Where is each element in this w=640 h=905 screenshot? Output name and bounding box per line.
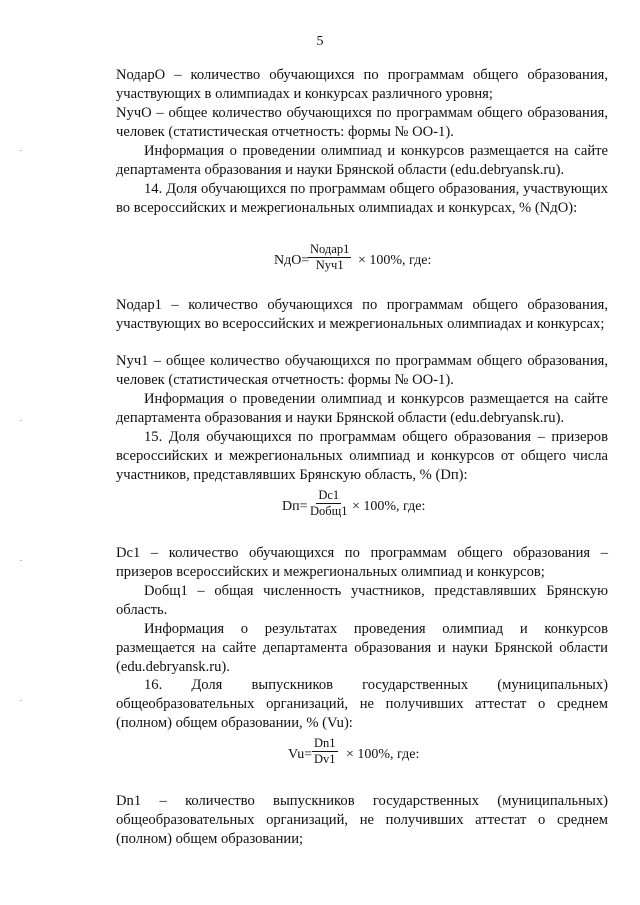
paragraph-item-16: 16. Доля выпускников государственных (муниципальных) общеобразовательных организаций, не получивших аттестат о среднем (полном) общем образовании, % (Vu): — [116, 677, 608, 731]
paragraph-dc1: Dс1 – количество обучающихся по программам общего образования – призеров всероссийских и межрегиональных олимпиад и конкурсов; — [116, 545, 608, 580]
scan-mark — [20, 420, 22, 421]
formula-vu-denominator: Dv1 — [314, 752, 336, 766]
page-number: 5 — [316, 34, 324, 49]
paragraph-dn1: Dn1 – количество выпускников государственных (муниципальных) общеобразовательных организаций, не получивших аттестат о среднем (полном) общем образовании; — [116, 793, 608, 847]
paragraph-info-3: Информация о результатах проведения олимпиад и конкурсов размещается на сайте департамента образования и науки Брянской области (edu.debryansk.ru). — [116, 621, 608, 675]
formula-ndo-denominator: Nуч1 — [315, 258, 344, 272]
paragraph-info-2: Информация о проведении олимпиад и конкурсов размещается на сайте департамента образования и науки Брянской области (edu.debryansk.ru). — [116, 391, 608, 426]
paragraph-nodar1: Nодар1 – количество обучающихся по программам общего образования, участвующих во всероссийских и межрегиональных олимпиадах и конкурсах; — [116, 297, 608, 332]
formula-ndo-fraction — [308, 242, 351, 273]
formula-vu-numerator: Dn1 — [314, 736, 336, 750]
formula-ndo-rhs: × 100%, где: — [358, 253, 432, 268]
scan-mark — [20, 700, 22, 701]
formula-vu-fraction — [312, 736, 338, 767]
paragraph-dobsch1: Dобщ1 – общая численность участников, представлявших Брянскую область. — [116, 583, 608, 618]
formula-ndo-lhs: NдО= — [274, 253, 310, 268]
scan-mark — [20, 150, 22, 151]
formula-vu-lhs: Vu= — [288, 747, 313, 762]
formula-dp-fraction — [308, 488, 350, 519]
paragraph-nucho: NучО – общее количество обучающихся по программам общего образования, человек (статистическая отчетность: формы № ОО-1). — [116, 105, 608, 140]
paragraph-item-15: 15. Доля обучающихся по программам общего образования – призеров всероссийских и межрегиональных олимпиад и конкурсов от общего числа участников, представлявших Брянскую область, % (Dп): — [116, 429, 608, 483]
paragraph-nuch1: Nуч1 – общее количество обучающихся по программам общего образования, человек (статистическая отчетность: формы № ОО-1). — [116, 353, 608, 388]
formula-ndo — [0, 240, 640, 280]
formula-dp-numerator: Dс1 — [318, 488, 340, 502]
scan-mark — [20, 560, 22, 561]
formula-dp-rhs: × 100%, где: — [352, 499, 426, 514]
formula-dp-denominator: Dобщ1 — [310, 504, 348, 518]
formula-vu — [0, 734, 640, 774]
paragraph-nodaro: NодарО – количество обучающихся по программам общего образования, участвующих в олимпиадах и конкурсах различного уровня; — [116, 67, 608, 102]
formula-dp-lhs: Dп= — [282, 499, 308, 514]
paragraph-info-1: Информация о проведении олимпиад и конкурсов размещается на сайте департамента образования и науки Брянской области (edu.debryansk.ru). — [116, 143, 608, 178]
paragraph-item-14: 14. Доля обучающихся по программам общего образования, участвующих во всероссийских и межрегиональных олимпиадах и конкурсах, % (NдО): — [116, 181, 608, 216]
formula-dp — [0, 486, 640, 526]
formula-ndo-numerator: Nодар1 — [310, 242, 350, 256]
formula-vu-rhs: × 100%, где: — [346, 747, 420, 762]
